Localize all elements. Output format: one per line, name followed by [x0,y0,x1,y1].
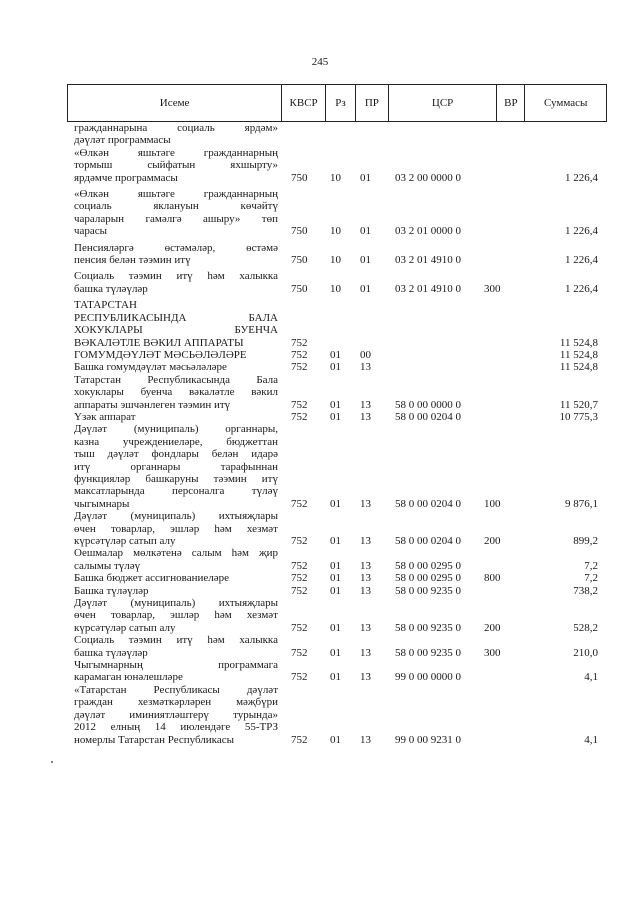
row-name-line: граждан хезмәткәрләрен мәҗбүри [74,696,278,709]
cell-kvsr: 752 [291,336,308,349]
cell-csr: 58 0 00 9235 0 [395,646,461,659]
cell-pr: 01 [360,282,371,295]
cell-sum: 1 226,4 [565,282,598,295]
row-name-line: номерлы Татарстан Республикасы [74,733,234,746]
cell-rz: 01 [330,733,341,746]
row-name-line: РЕСПУБЛИКАСЫНДА БАЛА [74,311,278,324]
row-name [74,122,278,147]
row-name-line: Дәүләт (муниципаль) ихтыяҗлары [74,597,278,610]
cell-kvsr: 752 [291,733,308,746]
cell-sum: 10 775,3 [559,410,598,423]
row-name-line: карамаган юнәлешләре [74,671,183,684]
cell-sum: 9 876,1 [565,497,598,510]
cell-csr: 99 0 00 9231 0 [395,733,461,746]
cell-pr: 13 [360,535,371,547]
cell-sum: 11 524,8 [559,348,598,361]
table-header [67,84,607,122]
cell-rz: 01 [330,671,341,684]
row-name-line: Социаль тәэмин итү һәм халыкка [74,634,278,647]
cell-pr: 13 [360,559,371,572]
table-row [0,147,640,184]
row-name-line: социаль яклануын көчәйтү [74,200,278,213]
row-name-line: ярдәмче программасы [74,171,178,184]
row-name [74,572,278,584]
cell-csr: 03 2 01 4910 0 [395,254,461,267]
cell-sum: 738,2 [573,584,598,597]
row-name-line: Татарстан Республикасында Бала [74,373,278,386]
cell-kvsr: 750 [291,282,308,295]
cell-rz: 01 [330,398,341,411]
row-name-line: ХОКУКЛАРЫ БУЕНЧА [74,324,278,337]
cell-pr: 13 [360,646,371,659]
cell-csr: 58 0 00 9235 0 [395,621,461,634]
row-name-line: чарасы [74,225,108,238]
table-row [0,374,640,411]
cell-rz: 10 [330,282,341,295]
row-name-line: күрсәтүләр сатып алу [74,621,176,634]
cell-pr: 01 [360,254,371,267]
table-row [0,411,640,423]
row-name-line: Дәүләт (муниципаль) органнары, [74,423,278,436]
cell-sum: 1 226,4 [565,225,598,238]
cell-kvsr: 752 [291,621,308,634]
header-vr: ВР [496,85,524,121]
row-name-line: хокуклары буенча вәкаләтле вәкил [74,386,278,399]
cell-pr: 13 [360,398,371,411]
cell-sum: 11 524,8 [559,361,598,374]
table-row [0,572,640,584]
cell-csr: 58 0 00 0204 0 [395,497,461,510]
header-sum: Суммасы [524,85,606,121]
row-name [74,299,278,349]
cell-csr: 58 0 00 0295 0 [395,559,461,572]
row-name-line: өчен товарлар, эшләр һәм хезмәт [74,609,278,622]
row-name-line: башка түләүләр [74,282,148,295]
table-row [0,242,640,267]
cell-rz: 10 [330,171,341,184]
row-name-line: пенсия белән тәэмин итү [74,254,191,267]
cell-csr: 58 0 00 0204 0 [395,535,461,547]
row-name [74,147,278,184]
row-name-line: казна учреждениеләре, бюджеттан [74,435,278,448]
header-name: Исеме [159,97,190,109]
cell-kvsr: 752 [291,361,308,374]
cell-csr: 03 2 01 0000 0 [395,225,461,238]
table-row [0,510,640,547]
cell-rz: 01 [330,646,341,659]
header-pr: ПР [355,85,388,121]
cell-kvsr: 752 [291,410,308,423]
cell-rz: 01 [330,497,341,510]
table-row [0,188,640,238]
row-name-line: максатларында персоналга түләү [74,485,278,498]
table-row [0,659,640,684]
row-name-line: Социаль тәэмин итү һәм халыкка [74,270,278,283]
table-row [0,547,640,572]
row-name [74,659,278,684]
cell-pr: 00 [360,348,371,361]
table-row [0,122,640,147]
cell-vr: 200 [484,621,501,634]
table-row [0,349,640,361]
row-name-line: Пенсияләргә өстәмәләр, өстәмә [74,241,278,254]
row-name [74,684,278,746]
row-name-line: ТАТАРСТАН [74,299,137,312]
row-name-line: дәүләт программасы [74,134,171,147]
row-name [74,634,278,659]
row-name-line: аппараты эшчәнлеген тәэмин итү [74,398,231,411]
table-row [0,361,640,373]
cell-sum: 7,2 [584,559,598,572]
row-name-line: 2012 елның 14 июлендәге 55-ТРЗ [74,721,278,734]
cell-vr: 300 [484,646,501,659]
cell-vr: 200 [484,535,501,547]
cell-pr: 13 [360,497,371,510]
cell-kvsr: 750 [291,254,308,267]
cell-kvsr: 752 [291,398,308,411]
cell-vr: 100 [484,497,501,510]
row-name-line: ГОМУМДӘҮЛӘТ МӘСЬӘЛӘЛӘРЕ [74,348,247,361]
header-rz: Рз [325,85,355,121]
cell-sum: 4,1 [584,733,598,746]
row-name-line: Үзәк аппарат [74,410,136,423]
scan-speck [51,761,53,763]
cell-vr: 800 [484,572,501,585]
row-name [74,349,278,361]
row-name [74,597,278,634]
cell-pr: 01 [360,225,371,238]
row-name [74,270,278,295]
cell-kvsr: 752 [291,535,308,547]
table-row [0,299,640,349]
row-name-line: Чыгымнарның программага [74,659,278,672]
row-name-line: өчен товарлар, эшләр һәм хезмәт [74,522,278,535]
row-name [74,547,278,572]
row-name-line: Башка бюджет ассигнованиеләре [74,572,229,585]
cell-kvsr: 752 [291,584,308,597]
row-name-line: дәүләт иминиятләштерү турында» [74,708,278,721]
cell-pr: 13 [360,361,371,374]
row-name-line: тормыш сыйфатын яхшырту» [74,159,278,172]
table-body [0,122,640,746]
cell-sum: 11 524,8 [559,336,598,349]
row-name [74,361,278,373]
row-name [74,188,278,238]
header-kvsr: КВСР [281,85,325,121]
cell-rz: 10 [330,254,341,267]
cell-kvsr: 752 [291,646,308,659]
row-name-line: башка түләүләр [74,646,148,659]
cell-sum: 11 520,7 [559,398,598,411]
cell-sum: 1 226,4 [565,254,598,267]
cell-pr: 13 [360,671,371,684]
cell-sum: 899,2 [573,535,598,547]
row-name-line: ВӘКАЛӘТЛЕ ВӘКИЛ АППАРАТЫ [74,336,244,349]
cell-sum: 528,2 [573,621,598,634]
cell-rz: 01 [330,361,341,374]
cell-csr: 03 2 01 4910 0 [395,282,461,295]
cell-rz: 01 [330,584,341,597]
row-name [74,374,278,411]
table-row [0,585,640,597]
row-name-line: «Өлкән яшьтәге гражданнарның [74,146,278,159]
cell-kvsr: 752 [291,572,308,585]
cell-sum: 210,0 [573,646,598,659]
cell-sum: 4,1 [584,671,598,684]
page-number: 245 [311,56,329,68]
row-name-line: тыш дәүләт фондлары белән идарә [74,448,278,461]
cell-kvsr: 752 [291,348,308,361]
cell-kvsr: 752 [291,497,308,510]
row-name [74,242,278,267]
cell-pr: 13 [360,584,371,597]
row-name [74,510,278,547]
cell-pr: 01 [360,171,371,184]
cell-csr: 58 0 00 0204 0 [395,410,461,423]
row-name-line: күрсәтүләр сатып алу [74,535,176,547]
table-row [0,634,640,659]
cell-kvsr: 752 [291,559,308,572]
row-name [74,585,278,597]
row-name [74,411,278,423]
row-name-line: «Татарстан Республикасы дәүләт [74,683,278,696]
cell-rz: 10 [330,225,341,238]
cell-vr: 300 [484,282,501,295]
cell-csr: 99 0 00 0000 0 [395,671,461,684]
row-name-line: «Өлкән яшьтәге гражданнарның [74,188,278,201]
row-name-line: салымы түләү [74,559,141,572]
row-name-line: Башка гомумдәүләт мәсьәләләре [74,361,227,374]
cell-kvsr: 752 [291,671,308,684]
row-name-line: чыгымнары [74,497,130,510]
cell-pr: 13 [360,733,371,746]
cell-csr: 58 0 00 0000 0 [395,398,461,411]
cell-csr: 03 2 00 0000 0 [395,171,461,184]
table-row [0,423,640,510]
row-name-line: функцияләр башкаруны тәэмин итү [74,472,278,485]
cell-rz: 01 [330,559,341,572]
header-csr: ЦСР [388,85,497,121]
cell-pr: 13 [360,621,371,634]
cell-pr: 13 [360,410,371,423]
row-name-line: итү органнары тарафыннан [74,460,278,473]
cell-kvsr: 750 [291,225,308,238]
row-name-line: чараларын гамәлгә ашыру» төп [74,212,278,225]
cell-sum: 7,2 [584,572,598,585]
table-row [0,270,640,295]
cell-rz: 01 [330,410,341,423]
cell-rz: 01 [330,348,341,361]
cell-pr: 13 [360,572,371,585]
row-name-line: Оешмалар мөлкәтенә салым һәм җир [74,547,278,560]
row-name-line: гражданнарына социаль ярдәм» [74,122,278,134]
table-row [0,597,640,634]
row-name [74,423,278,510]
row-name-line: Дәүләт (муниципаль) ихтыяҗлары [74,510,278,523]
cell-sum: 1 226,4 [565,171,598,184]
cell-rz: 01 [330,621,341,634]
table-row [0,684,640,746]
row-name-line: Башка түләүләр [74,584,149,597]
cell-csr: 58 0 00 9235 0 [395,584,461,597]
cell-csr: 58 0 00 0295 0 [395,572,461,585]
cell-rz: 01 [330,572,341,585]
cell-kvsr: 750 [291,171,308,184]
cell-rz: 01 [330,535,341,547]
